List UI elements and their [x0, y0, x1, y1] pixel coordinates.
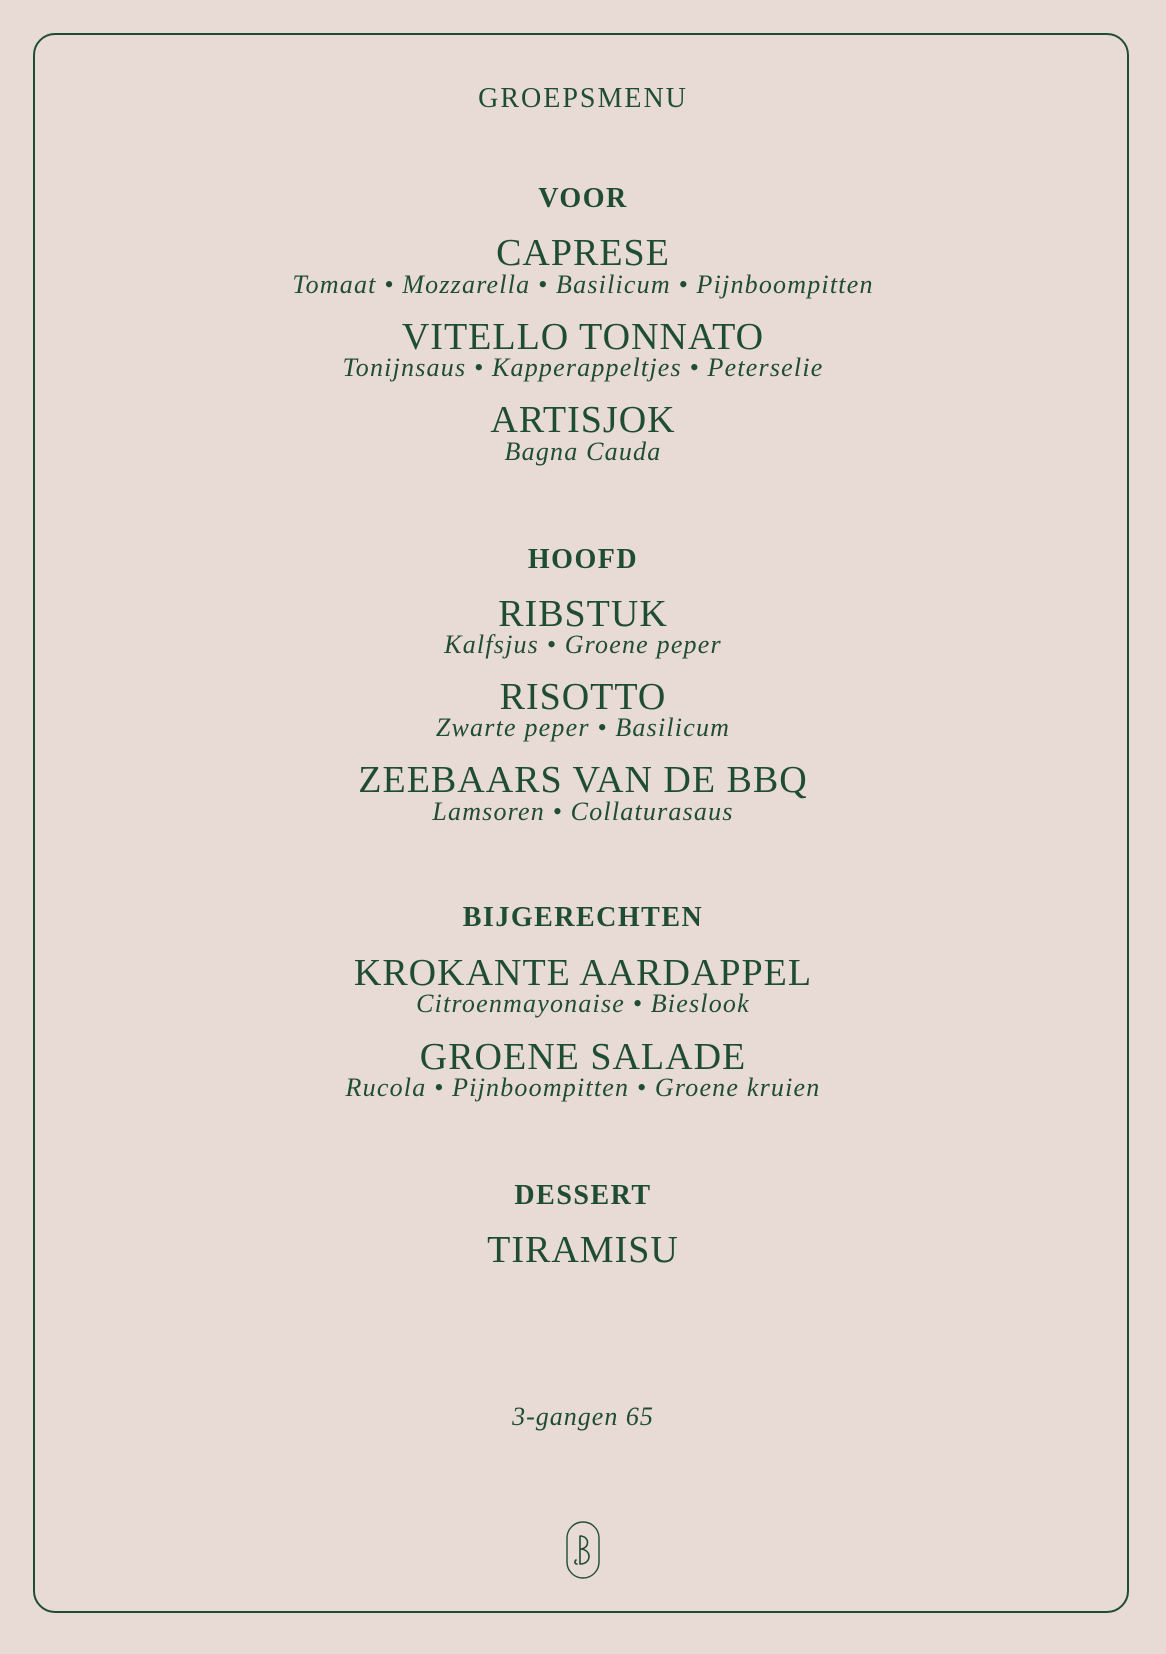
dish-description: Bagna Cauda	[504, 437, 662, 466]
dish-name: CAPRESE	[496, 232, 670, 274]
dish-description: Lamsoren • Collaturasaus	[432, 797, 734, 826]
menu-title: GROEPSMENU	[478, 83, 688, 114]
dish-name: ARTISJOK	[490, 399, 676, 441]
dish-name: RISOTTO	[499, 676, 667, 718]
dish-description: Tomaat • Mozzarella • Basilicum • Pijnboompitten	[292, 270, 874, 299]
monogram-b-logo-icon	[565, 1520, 601, 1580]
section-heading-dessert: DESSERT	[514, 1180, 652, 1211]
menu-price: 3-gangen 65	[512, 1402, 654, 1431]
dish-name: KROKANTE AARDAPPEL	[353, 952, 813, 994]
dish-name: GROENE SALADE	[419, 1036, 747, 1078]
dish-name: VITELLO TONNATO	[401, 316, 765, 358]
dish-description: Rucola • Pijnboompitten • Groene kruien	[345, 1073, 821, 1102]
dish-description: Zwarte peper • Basilicum	[435, 713, 731, 742]
dish-name: TIRAMISU	[487, 1229, 679, 1271]
section-heading-hoofd: HOOFD	[527, 544, 639, 575]
section-heading-voor: VOOR	[538, 183, 628, 214]
dish-description: Tonijnsaus • Kapperappeltjes • Peterselie	[342, 353, 824, 382]
dish-description: Kalfsjus • Groene peper	[444, 630, 722, 659]
dish-name: RIBSTUK	[498, 593, 668, 635]
dish-name: ZEEBAARS VAN DE BBQ	[358, 759, 808, 801]
dish-description: Citroenmayonaise • Bieslook	[416, 989, 750, 1018]
section-heading-bijgerechten: BIJGERECHTEN	[462, 902, 704, 933]
